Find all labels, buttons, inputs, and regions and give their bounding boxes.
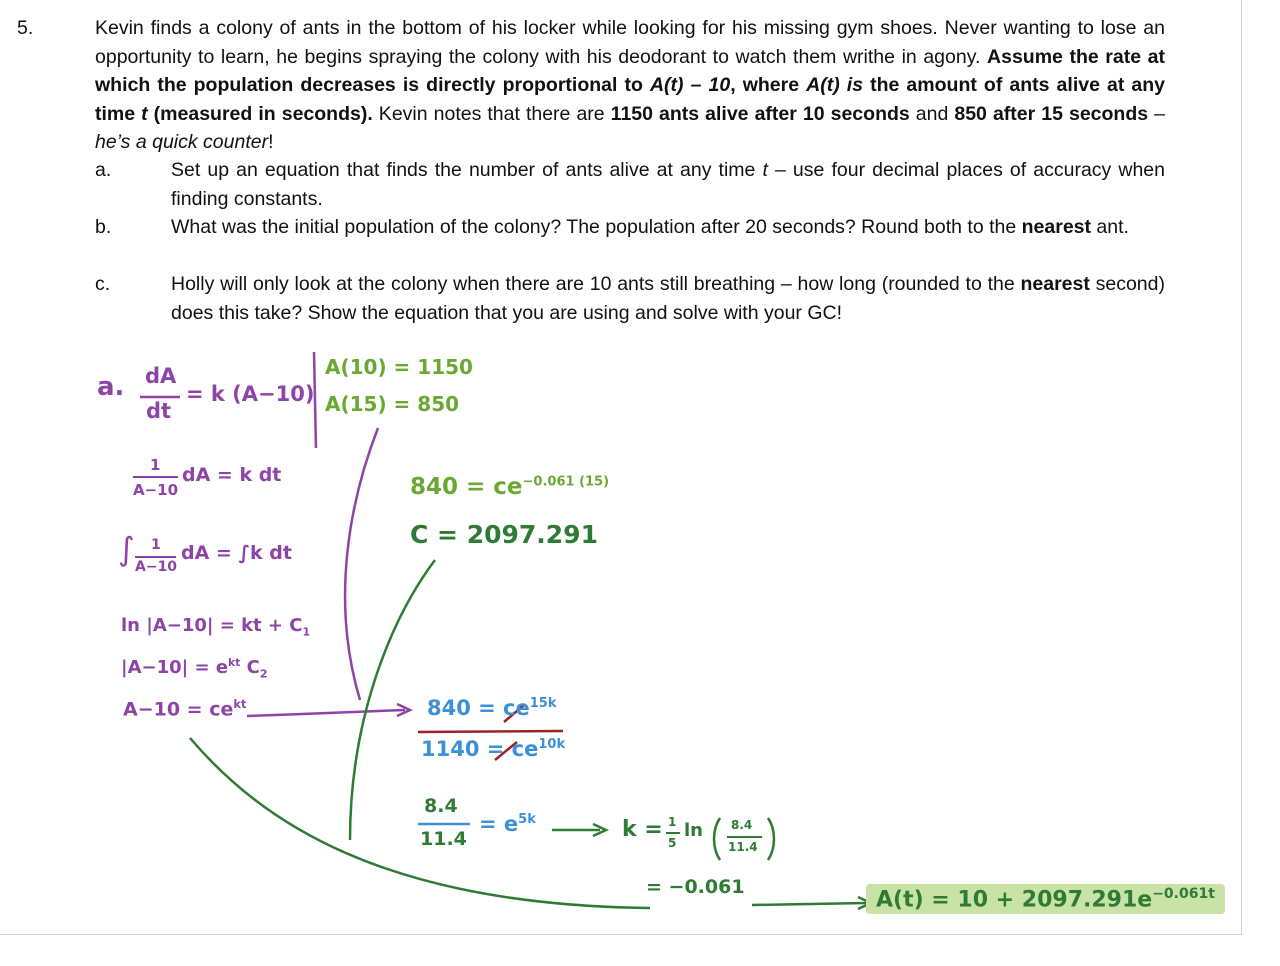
- statement-assumption: Assume the rate at which the population decreases is directly proportional to A(t) – 10, where A(t) is the amount of ants alive at any time t (measured in seconds).: [95, 45, 1165, 125]
- hw-eq-1140: $1140 = ce^{10k}$: [421, 737, 566, 761]
- hw-k-value: = −0.061: [646, 876, 745, 898]
- k-paren-right: [768, 818, 774, 860]
- part-c-label: c.: [95, 273, 111, 295]
- hw-sep-rhs: dA = k dt: [182, 464, 282, 486]
- hw-de-numerator: dA: [145, 364, 177, 388]
- arrow-to-system: [247, 710, 405, 716]
- part-c-text: Holly will only look at the colony when there are 10 ants still breathing – how long (rounded to the nearest second) does this take? Show the equation that you are using and solve with your GC!: [171, 273, 1165, 324]
- curve-from-c: [350, 560, 435, 840]
- hw-eq-840: $840 = ce^{15k}$: [427, 696, 557, 720]
- part-a-text: Set up an equation that finds the number of ants alive at any time t – use four decimal places of accuracy when finding constants.: [171, 159, 1166, 210]
- statement-intro: Kevin finds a colony of ants in the bottom of his locker while looking for his missing gym shoes. Never wanting to lose an opportunity to learn, he begins spraying the colony with his deodorant to watch them writhe in agony.: [95, 17, 1165, 68]
- division-line: [418, 731, 563, 732]
- hw-final-answer: $A(t) = 10 + 2097.291e^{-0.061t}$: [866, 884, 1225, 914]
- hw-k-inner-num: 8.4: [731, 818, 753, 832]
- hw-k-inner-den: 11.4: [728, 840, 758, 854]
- part-b-text: What was the initial population of the colony? The population after 20 seconds? Round both to the nearest ant.: [171, 216, 1129, 238]
- hw-sep-denominator: A−10: [133, 481, 179, 499]
- arrow-to-answer: [752, 903, 866, 905]
- part-b-label: b.: [95, 216, 112, 238]
- hw-de-rhs: = k (A−10): [186, 382, 315, 406]
- hw-ln-line: ln |A−10| = kt + $C_1$: [121, 615, 311, 639]
- problem-number: 5.: [17, 17, 34, 39]
- hw-ratio-numerator: 8.4: [424, 795, 458, 817]
- problem-statement: Kevin finds a colony of ants in the bottom of his locker while looking for his missing gym shoes. Never wanting to lose an opportunity to learn, he begins spraying the colony with his deodorant to watch them writhe in agony. Assume the rate at which the population decreases is directly proportional to A(t) – 10, where A(t) is the amount of ants alive at any time t (measured in seconds). Kevin notes that there are 1150 ants alive after 10 seconds and 850 after 15 seconds – he’s a quick counter!: [95, 17, 1165, 153]
- hw-k-frac-den: 5: [668, 836, 677, 850]
- hw-abs-line: $|A-10| = e^{kt}$ $C_2$: [121, 656, 268, 681]
- hw-k-ln: ln: [684, 820, 703, 841]
- hw-k-lhs: k =: [622, 817, 663, 842]
- hw-int-numerator: 1: [151, 537, 161, 553]
- statement-fact-2: 850 after 15 seconds: [954, 102, 1149, 125]
- curve-from-condition: [345, 428, 378, 700]
- hw-c-value: C = 2097.291: [410, 520, 598, 549]
- k-paren-left: [714, 818, 720, 860]
- part-a-label: a.: [95, 159, 112, 181]
- hw-ratio-rhs: = $e^{5k}$: [479, 812, 536, 836]
- hw-condition-2: A(15) = 850: [325, 392, 460, 416]
- hw-substitute-line: $840 = ce^{-0.061 (15)}$: [410, 474, 610, 500]
- hw-part-a-label: a.: [97, 372, 125, 402]
- statement-aside: he’s a quick counter: [95, 131, 269, 153]
- statement-fact-1: 1150 ants alive after 10 seconds: [610, 102, 910, 125]
- hw-int-rhs: dA = ∫k dt: [181, 542, 292, 564]
- statement-note: Kevin notes that there are: [372, 102, 611, 125]
- hw-solution-line: $A-10 = ce^{kt}$: [123, 697, 247, 721]
- hw-ratio-denominator: 11.4: [420, 828, 467, 850]
- hw-integral-sign: ∫: [118, 530, 135, 568]
- hw-k-frac-num: 1: [668, 815, 677, 829]
- hw-int-denominator: A−10: [135, 559, 178, 575]
- hw-condition-1: A(10) = 1150: [325, 355, 473, 379]
- hw-de-denominator: dt: [146, 399, 172, 423]
- hw-sep-numerator: 1: [150, 456, 161, 474]
